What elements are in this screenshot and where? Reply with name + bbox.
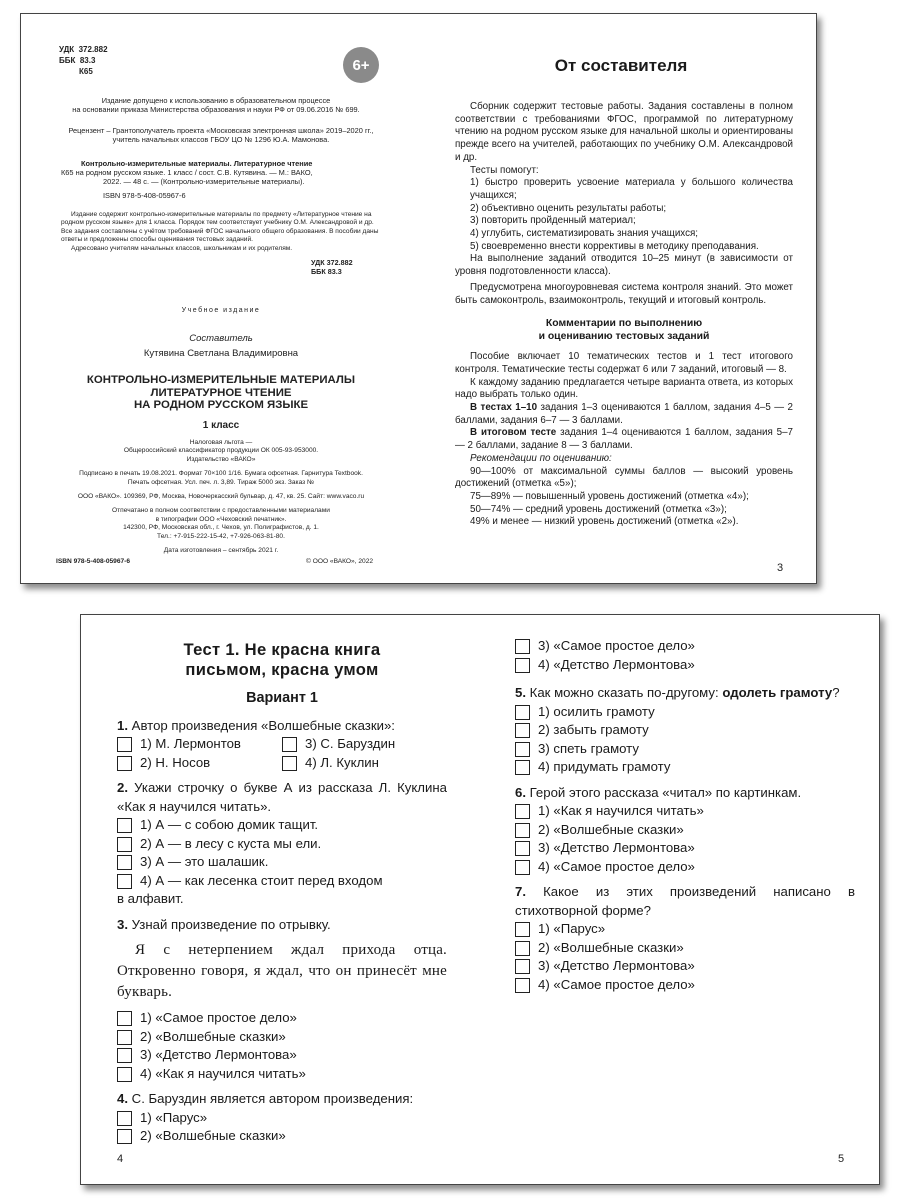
- recommendation-item: 49% и менее — низкий уровень достижений (отметка «2»).: [470, 516, 739, 528]
- answer-option[interactable]: 2) «Волшебные сказки»: [117, 1028, 447, 1047]
- answer-option[interactable]: 1) осилить грамоту: [515, 703, 855, 722]
- comments-heading: Комментарии по выполнению и оцениванию тестовых заданий: [538, 318, 710, 343]
- foreword-title: От составителя: [554, 56, 688, 75]
- checkbox[interactable]: [515, 639, 530, 654]
- checkbox[interactable]: [515, 705, 530, 720]
- copyright: © ООО «ВАКО», 2022: [306, 558, 374, 565]
- test-left-column: [117, 640, 447, 1146]
- question-text: 7. Какое из этих произведений написано в стихотворной форме?: [515, 884, 855, 918]
- foreword-body: [455, 101, 793, 529]
- checkbox[interactable]: [515, 941, 530, 956]
- checkbox[interactable]: [117, 1067, 132, 1082]
- recommendation-item: 50—74% — средний уровень достижений (отметка «3»);: [470, 503, 727, 515]
- question-4: [117, 1090, 447, 1146]
- annotation: [61, 211, 381, 253]
- checkbox[interactable]: [117, 1030, 132, 1045]
- biblio-line: Контрольно-измерительные материалы. Литературное чтение: [81, 159, 313, 168]
- answer-option[interactable]: 1) «Как я научился читать»: [515, 802, 855, 821]
- checkbox[interactable]: [117, 756, 132, 771]
- bibliographic-record: [61, 159, 381, 200]
- book-title-line: КОНТРОЛЬНО-ИЗМЕРИТЕЛЬНЫЕ МАТЕРИАЛЫ: [86, 374, 356, 386]
- foreword-paragraph: Сборник содержит тестовые работы. Задания составлены в полном соответствии с требованиями ФГОС, программой по литературному чтению на родном русском языке для начальной школы и ориентированы прежде всего на учителей, работающих по учебнику О.М. Александровой и др.: [455, 101, 793, 163]
- question-6: [515, 784, 855, 877]
- answer-option[interactable]: 4) «Как я научился читать»: [117, 1065, 447, 1084]
- author-mark-row: К65: [79, 67, 93, 76]
- answer-option[interactable]: 3) С. Баруздин: [282, 735, 447, 754]
- answer-option[interactable]: 1) А — с собою домик тащит.: [117, 816, 447, 835]
- question-text: 3. Узнай произведение по отрывку.: [117, 916, 331, 932]
- grade: 1 класс: [202, 420, 240, 431]
- print-info-line: Печать офсетная. Усл. печ. л. 3,89. Тираж 5000 экз. Заказ №: [127, 478, 315, 486]
- answer-option[interactable]: 4) А — как лесенка стоит перед входом: [117, 872, 447, 891]
- bbk-row: ББК 83.3: [59, 56, 96, 65]
- checkbox[interactable]: [117, 1048, 132, 1063]
- answer-option[interactable]: 1) «Парус»: [117, 1109, 447, 1128]
- test-title-line: Тест 1. Не красна книга: [183, 640, 381, 659]
- checkbox[interactable]: [117, 818, 132, 833]
- checkbox[interactable]: [515, 841, 530, 856]
- checkbox[interactable]: [515, 742, 530, 757]
- foreword-list-item: 3) повторить пройденный материал;: [470, 215, 636, 227]
- spread-pages-4-5: [80, 614, 880, 1185]
- compiler-name: Кутявина Светлана Владимировна: [143, 348, 299, 359]
- answer-option-continuation: в алфавит.: [117, 891, 184, 906]
- checkbox[interactable]: [282, 756, 297, 771]
- biblio-line: К65 на родном русском языке. 1 класс / сост. С.В. Кутявина. — М.: ВАКО,: [61, 168, 313, 178]
- print-info-line: в типографии ООО «Чеховский печатник».: [155, 515, 287, 523]
- print-info: [61, 439, 381, 555]
- spread-pages-2-3: [20, 13, 817, 584]
- comments-paragraph: Пособие включает 10 тематических тестов и 1 тест итогового контроля. Тематические тесты содержат 6 или 7 заданий, итоговый — 8.: [455, 351, 793, 375]
- answer-option[interactable]: 3) А — это шалашик.: [117, 853, 447, 872]
- recommendation-item: 75—89% — повышенный уровень достижений (отметка «4»);: [470, 490, 749, 502]
- answer-option[interactable]: 4) «Детство Лермонтова»: [515, 656, 855, 675]
- recommendation-item: 90—100% от максимальной суммы баллов — высокий уровень достижений (отметка «5»);: [455, 465, 793, 490]
- foreword-list-item: 1) быстро проверить усвоение материала у большого количества учащихся;: [470, 177, 793, 201]
- test-right-column: [515, 637, 855, 994]
- udk-bottom-line: ББК 83.3: [311, 267, 342, 276]
- question-4-continued: [515, 637, 855, 674]
- print-info-line: Издательство «ВАКО»: [186, 455, 256, 463]
- question-text: 2. Укажи строчку о букве А из рассказа Л. Куклина «Как я научился читать».: [117, 780, 447, 814]
- foreword-list-item: 5) своевременно внести коррективы в методику преподавания.: [470, 240, 759, 252]
- question-text: 5. Как можно сказать по-другому: одолеть грамоту?: [515, 685, 840, 700]
- annotation-text: Издание содержит контрольно-измерительные материалы по предмету «Литературное чтение на родном русском языке» для 1 класса. Порядок тем соответствует учебнику О.М. Александровой и др. Все задания составлены с учётом требований ФГОС начального общего образования. В пособии даны ответы и предложены способы оценивания тестовых заданий.: [61, 211, 379, 244]
- checkbox[interactable]: [515, 959, 530, 974]
- book-title-line: ЛИТЕРАТУРНОЕ ЧТЕНИЕ: [150, 386, 292, 399]
- age-rating-badge: 6+: [343, 47, 379, 83]
- reviewer-note: [61, 126, 381, 144]
- checkbox[interactable]: [515, 922, 530, 937]
- page-number: 3: [777, 562, 784, 574]
- answer-option[interactable]: 3) «Детство Лермонтова»: [515, 839, 855, 858]
- reviewer-line: учитель начальных классов ГБОУ ЦО № 1296 Ю.А. Мамонова.: [112, 135, 330, 145]
- question-text: 6. Герой этого рассказа «читал» по картинкам.: [515, 784, 802, 800]
- checkbox[interactable]: [117, 1111, 132, 1126]
- book-title-line: НА РОДНОМ РУССКОМ ЯЗЫКЕ: [133, 399, 309, 412]
- question-1: [117, 717, 447, 773]
- comments-paragraph: В тестах 1–10 задания 1–3 оцениваются 1 баллом, задания 4–5 — 2 баллами, задания 6–7 — 3 баллами.: [455, 402, 793, 426]
- checkbox[interactable]: [117, 1129, 132, 1144]
- checkbox[interactable]: [515, 823, 530, 838]
- isbn-footer: ISBN 978-5-408-05967-6: [56, 558, 131, 565]
- checkbox[interactable]: [515, 860, 530, 875]
- udk-bottom: [311, 258, 353, 276]
- print-info-line: 142300, РФ, Московская обл., г. Чехов, ул. Полиграфистов, д. 1.: [123, 524, 319, 532]
- udk-row: УДК 372.882: [59, 45, 108, 54]
- answer-option[interactable]: 4) Л. Куклин: [282, 754, 447, 773]
- answer-option[interactable]: 4) придумать грамоту: [515, 758, 855, 777]
- checkbox[interactable]: [515, 804, 530, 819]
- print-info-line: Дата изготовления – сентябрь 2021 г.: [163, 547, 279, 555]
- answer-option[interactable]: 1) «Самое простое дело»: [117, 1009, 447, 1028]
- checkbox[interactable]: [117, 874, 132, 889]
- print-info-line: Подписано в печать 19.08.2021. Формат 70×100 1/16. Бумага офсетная. Гарнитура Textbook.: [79, 470, 363, 478]
- question-3: [117, 916, 447, 1084]
- print-info-line: ООО «ВАКО». 109369, РФ, Москва, Новочеркасский бульвар, д. 47, кв. 25. Сайт: www.vaco.ru: [77, 493, 365, 501]
- checkbox[interactable]: [117, 1011, 132, 1026]
- book-title: [61, 374, 381, 412]
- print-info-line: Общероссийский классификатор продукции ОК 005-93-953000.: [123, 447, 319, 455]
- page-number: 5: [838, 1153, 845, 1165]
- answer-option[interactable]: 2) забыть грамоту: [515, 721, 855, 740]
- answer-option[interactable]: 3) «Детство Лермонтова»: [117, 1046, 447, 1065]
- answer-option[interactable]: 3) «Детство Лермонтова»: [515, 957, 855, 976]
- answer-option[interactable]: 1) М. Лермонтов: [117, 735, 282, 754]
- foreword-list-item: 4) углубить, систематизировать знания учащихся;: [470, 228, 699, 240]
- biblio-line: 2022. — 48 с. — (Контрольно-измерительные материалы).: [103, 177, 305, 187]
- test-title-line: письмом, красна умом: [185, 660, 379, 679]
- compiler-label: Составитель: [189, 333, 253, 344]
- checkbox[interactable]: [117, 737, 132, 752]
- question-text: 1. Автор произведения «Волшебные сказки»:: [117, 717, 395, 733]
- answer-option[interactable]: 2) «Волшебные сказки»: [117, 1127, 447, 1146]
- checkbox[interactable]: [515, 658, 530, 673]
- question-7: [515, 883, 855, 994]
- answer-option[interactable]: 4) «Самое простое дело»: [515, 976, 855, 995]
- answer-option[interactable]: 3) «Самое простое дело»: [515, 637, 855, 656]
- checkbox[interactable]: [117, 855, 132, 870]
- reviewer-line: Рецензент – Грантополучатель проекта «Московская электронная школа» 2019–2020 гг.,: [68, 126, 374, 135]
- answer-option[interactable]: 2) «Волшебные сказки»: [515, 939, 855, 958]
- variant-heading: Вариант 1: [246, 690, 318, 706]
- answer-option[interactable]: 2) А — в лесу с куста мы ели.: [117, 835, 447, 854]
- answer-option[interactable]: 2) Н. Носов: [117, 754, 282, 773]
- question-5: [515, 684, 855, 777]
- annotation-audience: Адресовано учителям начальных классов, школьникам и их родителям.: [71, 244, 293, 252]
- page-number: 4: [117, 1153, 124, 1165]
- approval-line: на основании приказа Министерства образования и науки РФ от 09.06.2016 № 699.: [72, 105, 360, 115]
- checkbox[interactable]: [515, 760, 530, 775]
- foreword-list-item: 2) объективно оценить результаты работы;: [470, 202, 667, 214]
- print-info-line: Отпечатано в полном соответствии с предоставленными материалами: [112, 507, 330, 515]
- print-info-line: Налоговая льгота —: [189, 439, 253, 446]
- comments-paragraph: К каждому заданию предлагается четыре варианта ответа, из которых надо выбрать только один.: [455, 376, 793, 401]
- checkbox[interactable]: [117, 837, 132, 852]
- recommendations-title: Рекомендации по оцениванию:: [470, 452, 612, 464]
- udk-block: [59, 44, 108, 77]
- checkbox[interactable]: [515, 723, 530, 738]
- question-text: 4. С. Баруздин является автором произведения:: [117, 1091, 414, 1106]
- approval-line: Издание допущено к использованию в образовательном процессе: [101, 96, 331, 105]
- answer-option[interactable]: 3) спеть грамоту: [515, 740, 855, 759]
- comments-paragraph: В итоговом тесте задания 1–4 оцениваются 1 баллом, задания 5–7 — 2 баллами, задание 8 — 3 баллами.: [455, 427, 793, 452]
- foreword-paragraph: Тесты помогут:: [470, 164, 539, 176]
- edition-type: Учебное издание: [181, 307, 261, 314]
- foreword-paragraph: Предусмотрена многоуровневая система контроля знаний. Это может быть самоконтроль, взаимоконтроль, текущий и итоговый контроль.: [455, 281, 793, 306]
- question-2: [117, 779, 447, 909]
- answer-option[interactable]: 4) «Самое простое дело»: [515, 858, 855, 877]
- biblio-isbn: ISBN 978-5-408-05967-6: [103, 190, 186, 200]
- approval-note: [66, 96, 366, 114]
- udk-bottom-line: УДК 372.882: [311, 258, 353, 267]
- test-title: [117, 640, 447, 680]
- answer-option[interactable]: 2) «Волшебные сказки»: [515, 821, 855, 840]
- text-excerpt: Я с нетерпением ждал прихода отца. Откровенно говоря, я ждал, что он принесёт мне букварь.: [117, 942, 447, 1000]
- print-info-line: Тел.: +7-915-222-15-42, +7-926-063-81-80.: [157, 532, 285, 540]
- checkbox[interactable]: [515, 978, 530, 993]
- answer-option[interactable]: 1) «Парус»: [515, 920, 855, 939]
- checkbox[interactable]: [282, 737, 297, 752]
- foreword-paragraph: На выполнение заданий отводится 10–25 минут (в зависимости от уровня подготовленности класса).: [455, 253, 793, 278]
